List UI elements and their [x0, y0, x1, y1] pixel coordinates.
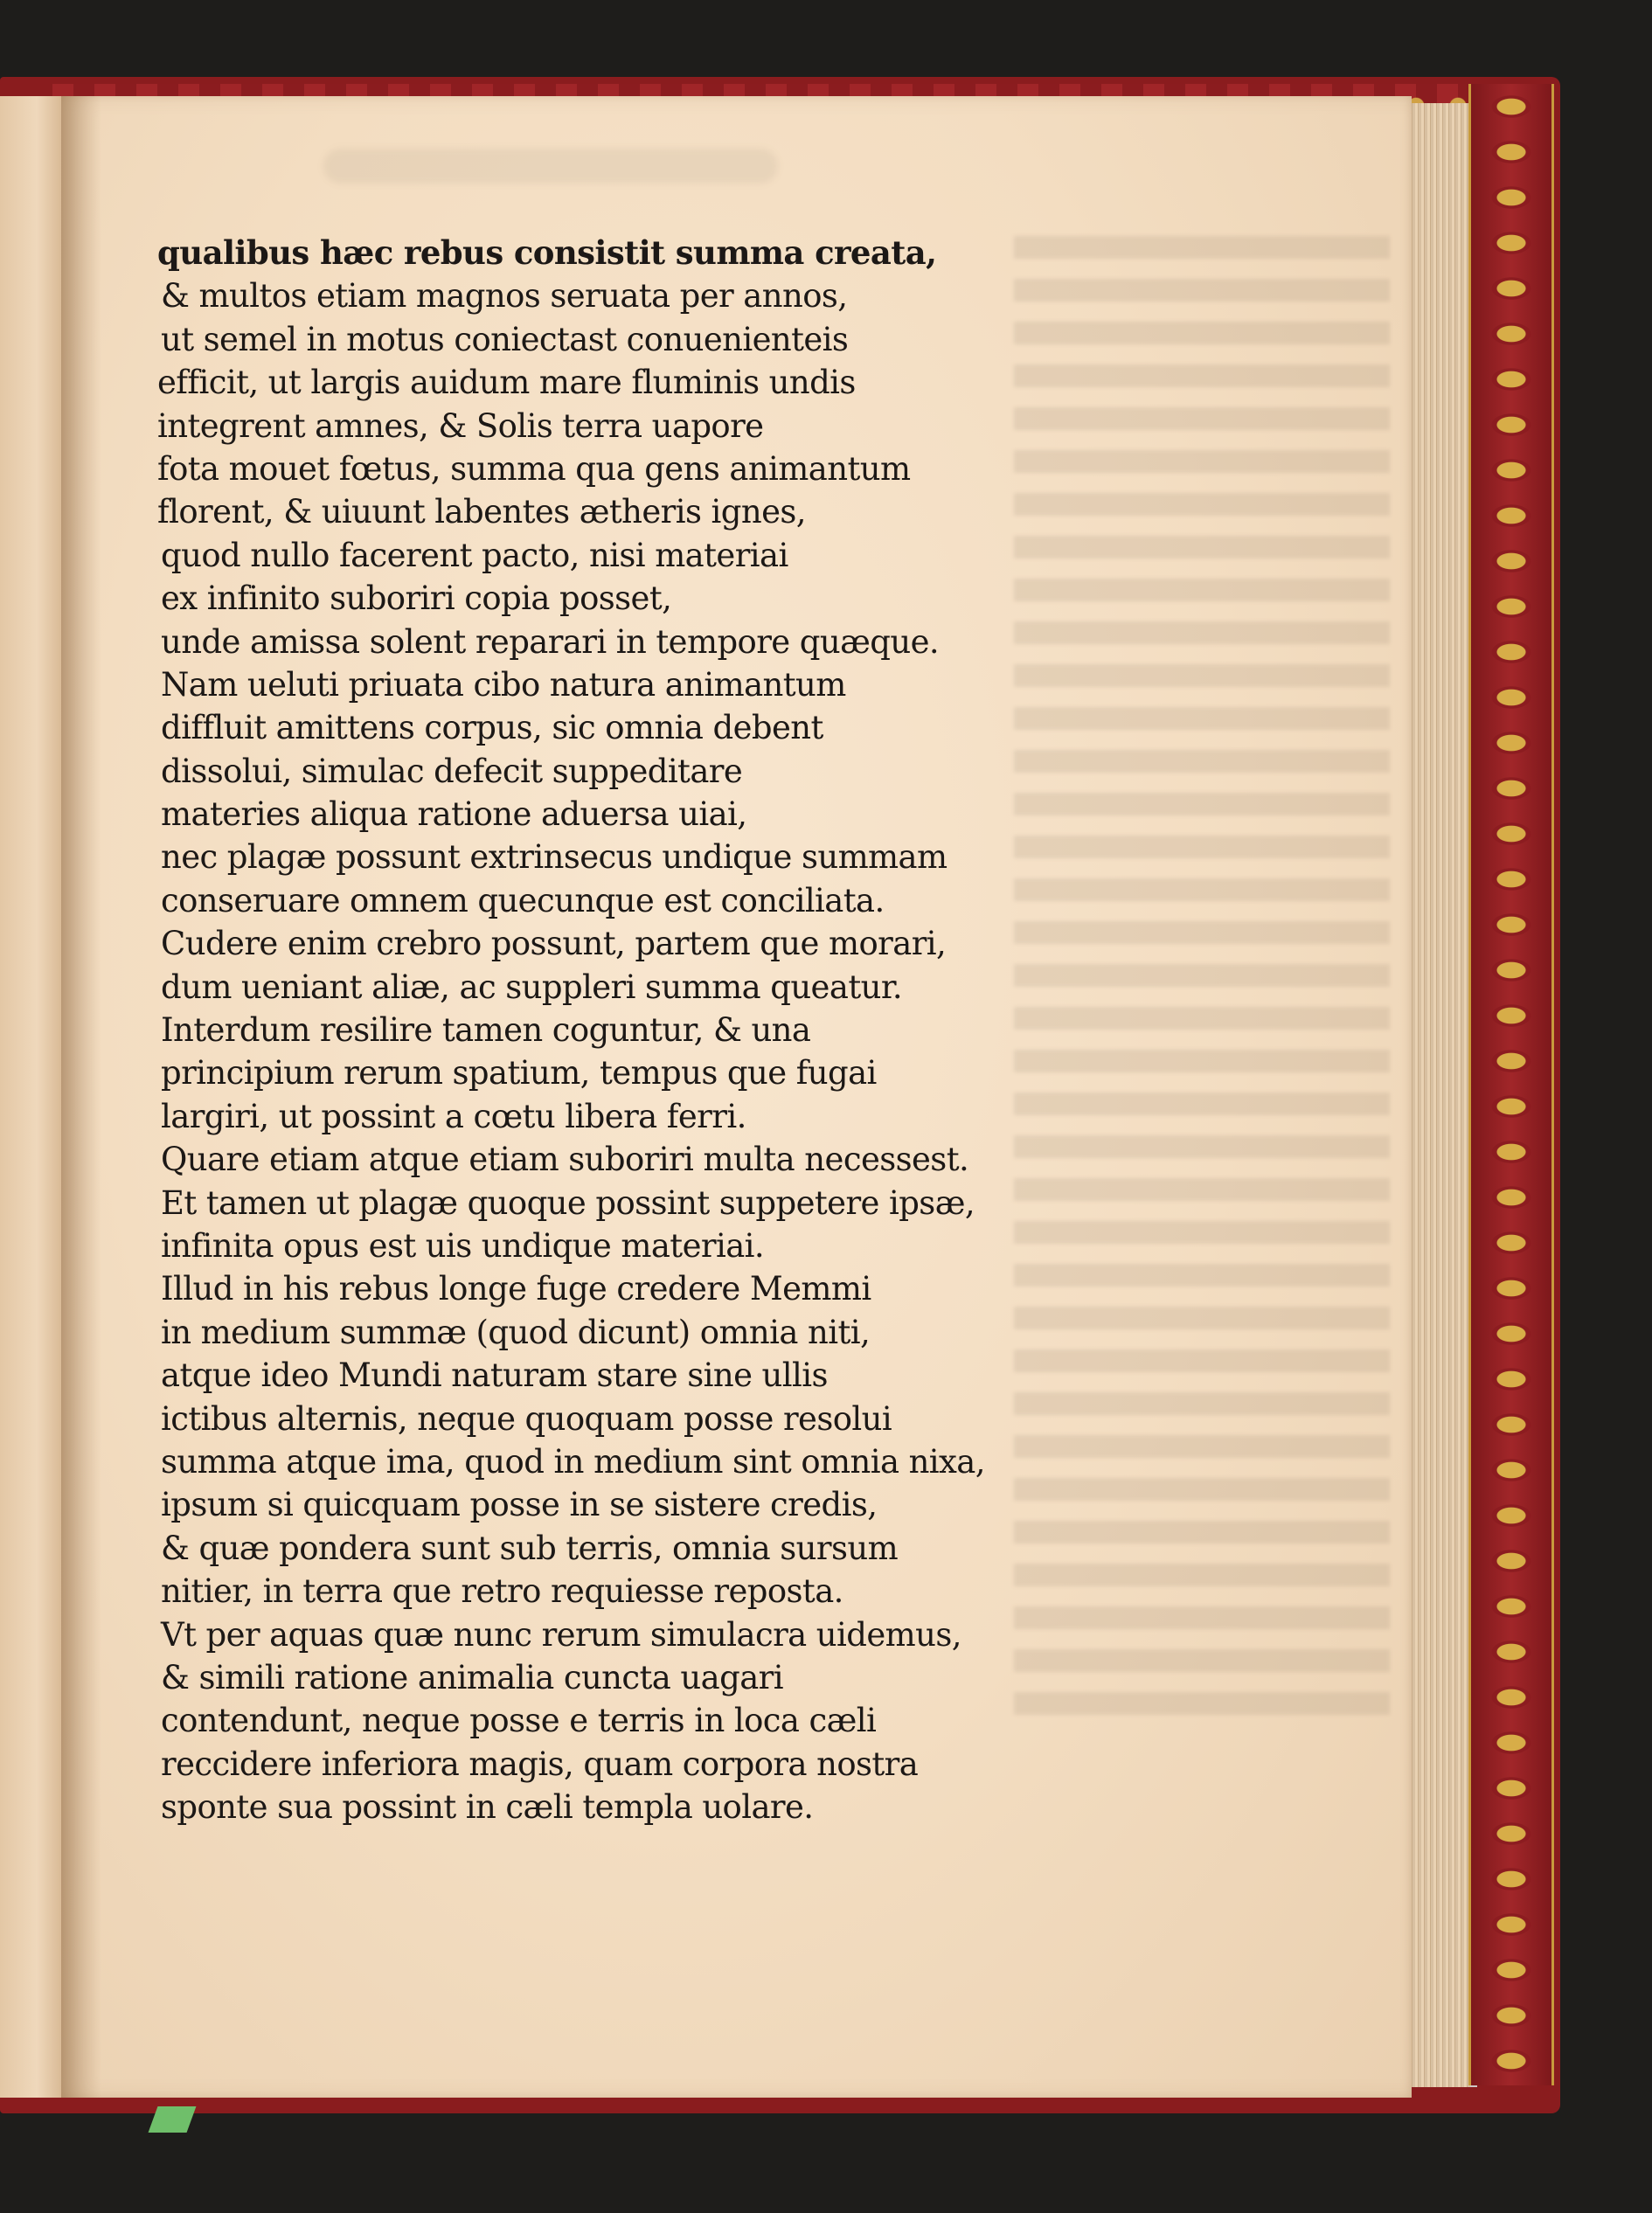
verse-line: largiri, ut possint a cœtu libera ferri.: [161, 1097, 746, 1135]
verse-line: dissolui, simulac defecit suppeditare: [161, 752, 743, 790]
verse-text-block: [157, 232, 1119, 1828]
verse-line: atque ideo Mundi naturam stare sine ullis: [161, 1356, 828, 1395]
verse-line: Nam ueluti priuata cibo natura animantum: [161, 665, 846, 704]
verse-line: Et tamen ut plagæ quoque possint suppetere ipsæ,: [161, 1183, 975, 1222]
verse-line: principium rerum spatium, tempus que fugai: [161, 1054, 877, 1093]
verse-line: nec plagæ possunt extrinsecus undique summam: [161, 838, 947, 877]
verse-line: Interdum resilire tamen coguntur, & una: [161, 1011, 811, 1050]
verse-line: & simili ratione animalia cuncta uagari: [161, 1658, 783, 1696]
verse-line: ex infinito suboriri copia posset,: [161, 579, 672, 618]
verse-line: summa atque ima, quod in medium sint omnia nixa,: [161, 1442, 985, 1481]
verse-line: in medium summæ (quod dicunt) omnia niti,: [161, 1313, 871, 1351]
verse-line: quod nullo facerent pacto, nisi materiai: [161, 536, 788, 574]
verse-line: sponte sua possint in cæli templa uolare.: [161, 1788, 814, 1827]
verse-line: florent, & uiuunt labentes ætheris ignes,: [157, 493, 806, 531]
show-through-heading: [323, 149, 778, 184]
page-block-edges: [1409, 103, 1477, 2087]
verse-line: Cudere enim crebro possunt, partem que morari,: [161, 925, 947, 963]
verse-line: nitier, in terra que retro requiesse reposta.: [161, 1572, 843, 1611]
verse-line: ictibus alternis, neque quoquam posse resolui: [161, 1399, 892, 1438]
recto-page: [61, 96, 1412, 2098]
verse-line: unde amissa solent reparari in tempore quæque.: [161, 622, 940, 661]
verse-line: materies aliqua ratione aduersa uiai,: [161, 795, 747, 834]
verse-line: & multos etiam magnos seruata per annos,: [161, 277, 848, 316]
verse-line: qualibus hæc rebus consistit summa creata,: [157, 233, 937, 272]
verse-line: Vt per aquas quæ nunc rerum simulacra uidemus,: [161, 1615, 961, 1654]
verse-line: ut semel in motus coniectast conuenienteis: [161, 320, 849, 358]
verse-line: Illud in his rebus longe fuge credere Memmi: [161, 1270, 871, 1308]
verse-line: Quare etiam atque etiam suboriri multa necessest.: [161, 1141, 969, 1179]
verse-line: conseruare omnem quecunque est conciliata.: [161, 881, 885, 919]
green-ribbon-marker: [149, 2106, 197, 2133]
gutter-shadow: [61, 96, 101, 2098]
verse-line: diffluit amittens corpus, sic omnia debent: [161, 709, 823, 747]
verse-line: reccidere inferiora magis, quam corpora nostra: [161, 1745, 919, 1783]
verse-line: infinita opus est uis undique materiai.: [161, 1226, 765, 1265]
verse-line: efficit, ut largis auidum mare fluminis undis: [157, 364, 856, 402]
gilt-border-right: [1468, 84, 1554, 2085]
left-page-edge: [0, 96, 61, 2098]
verse-line: fota mouet fœtus, summa qua gens animantum: [157, 449, 911, 488]
verse-line: integrent amnes, & Solis terra uapore: [157, 406, 764, 445]
verse-line: dum ueniant aliæ, ac suppleri summa queatur.: [161, 968, 902, 1006]
verse-line: & quæ pondera sunt sub terris, omnia sursum: [161, 1529, 899, 1567]
verse-line: ipsum si quicquam posse in se sistere credis,: [161, 1486, 878, 1524]
verse-line: contendunt, neque posse e terris in loca cæli: [161, 1702, 877, 1740]
